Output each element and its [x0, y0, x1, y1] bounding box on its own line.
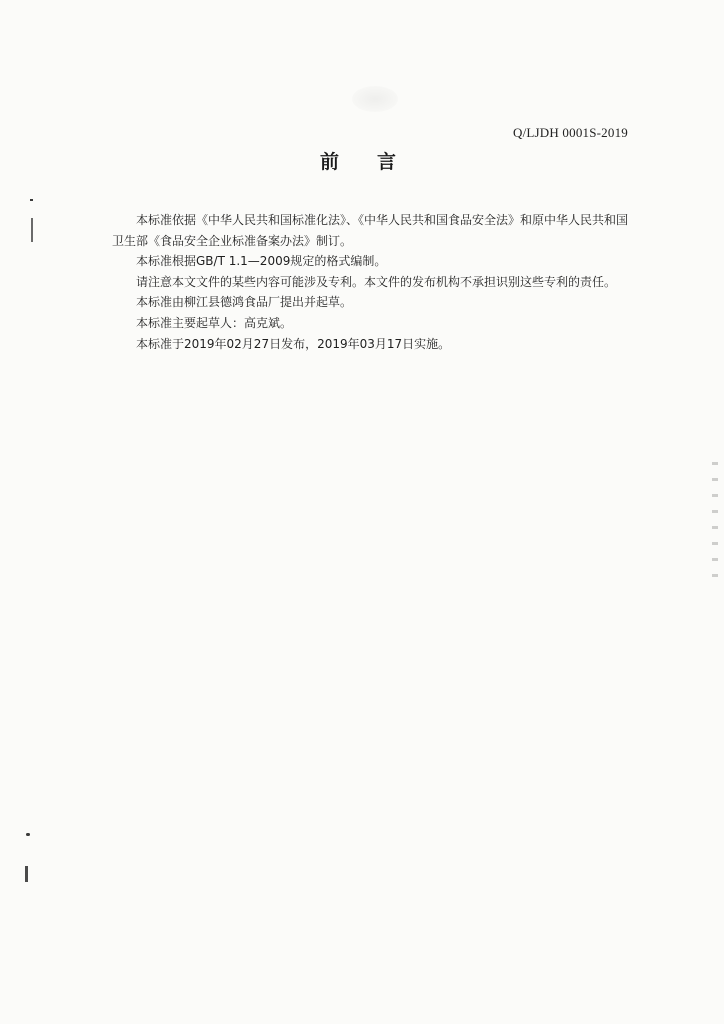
scan-edge-marks: [712, 462, 718, 580]
paragraph-format: 本标准根据GB/T 1.1—2009规定的格式编制。: [136, 254, 387, 269]
binding-hole-mark: [26, 833, 30, 836]
paragraph-dates: 本标准于2019年02月27日发布，2019年03月17日实施。: [136, 336, 451, 351]
standard-code: Q/LJDH 0001S-2019: [513, 125, 628, 140]
paragraph-patent-notice: 请注意本文文件的某些内容可能涉及专利。本文件的发布机构不承担识别这些专利的责任。: [136, 274, 617, 289]
foreword-body: [112, 210, 628, 354]
binding-hole-mark: [30, 199, 33, 201]
binding-hole-mark: [31, 218, 33, 242]
paragraph-drafter: 本标准主要起草人：高克斌。: [136, 315, 293, 330]
paragraph-proposer: 本标准由柳江县德鸿食品厂提出并起草。: [136, 295, 353, 310]
scan-smudge: [352, 86, 398, 112]
page-title: 前 言: [320, 151, 397, 173]
paragraph-basis: 本标准依据《中华人民共和国标准化法》、《中华人民共和国食品安全法》和原中华人民共和国卫生部《食品安全企业标准备案办法》制订。: [112, 213, 629, 248]
binding-hole-mark: [25, 866, 28, 882]
